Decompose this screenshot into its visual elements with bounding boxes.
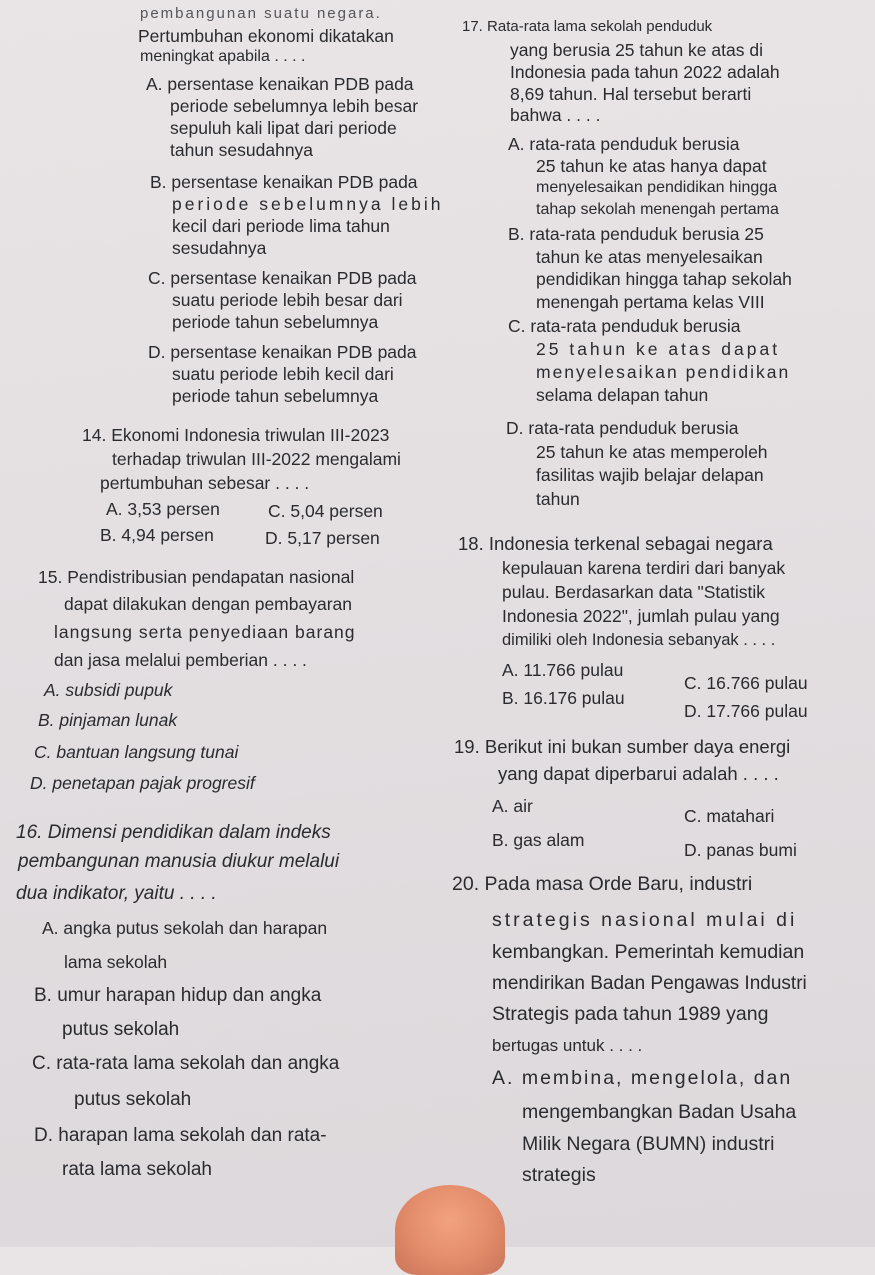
- q13-option-a: A. persentase kenaikan PDB pada: [146, 74, 414, 94]
- q20-option-a: A. membina, mengelola, dan: [492, 1067, 793, 1089]
- q13-option-b-cont: kecil dari periode lima tahun: [172, 216, 390, 236]
- q16-option-c-cont: putus sekolah: [74, 1089, 192, 1110]
- q18-stem: 18. Indonesia terkenal sebagai negara: [458, 533, 773, 554]
- q16-option-b-cont: putus sekolah: [62, 1019, 180, 1040]
- q17-option-b-cont: tahun ke atas menyelesaikan: [536, 247, 763, 267]
- q20-option-a-cont: mengembangkan Badan Usaha: [522, 1101, 797, 1123]
- q20-option-a-cont: strategis: [522, 1164, 596, 1186]
- q14-stem-cont: terhadap triwulan III-2022 mengalami: [112, 449, 401, 469]
- q20-option-a-cont: Milik Negara (BUMN) industri: [522, 1133, 775, 1155]
- finger-photo-occlusion: [395, 1185, 505, 1275]
- q13-stem-line: Pertumbuhan ekonomi dikatakan: [138, 26, 394, 46]
- q16-option-a-cont: lama sekolah: [64, 952, 168, 972]
- q13-option-c-cont: suatu periode lebih besar dari: [172, 290, 403, 310]
- q18-stem-cont: dimiliki oleh Indonesia sebanyak . . . .: [502, 631, 776, 649]
- q17-option-b-cont: menengah pertama kelas VIII: [536, 292, 765, 312]
- q13-option-a-cont: sepuluh kali lipat dari periode: [170, 118, 397, 138]
- q17-option-a-cont: tahap sekolah menengah pertama: [536, 201, 779, 218]
- q15-option-c: C. bantuan langsung tunai: [34, 742, 239, 762]
- q13-option-d-cont: suatu periode lebih kecil dari: [172, 364, 394, 384]
- q15-option-b: B. pinjaman lunak: [38, 710, 178, 730]
- q20-stem-cont: mendirikan Badan Pengawas Industri: [492, 973, 807, 994]
- q19-option-c: C. matahari: [684, 806, 775, 826]
- q18-option-a: A. 11.766 pulau: [502, 660, 624, 680]
- q15-stem: 15. Pendistribusian pendapatan nasional: [38, 567, 355, 587]
- q17-option-c-cont: 25 tahun ke atas dapat: [536, 339, 781, 359]
- q20-stem-cont: strategis nasional mulai di: [492, 909, 798, 931]
- q19-stem: 19. Berikut ini bukan sumber daya energi: [454, 736, 791, 757]
- q17-stem-cont: yang berusia 25 tahun ke atas di: [510, 40, 763, 60]
- q16-option-b: B. umur harapan hidup dan angka: [34, 985, 322, 1006]
- q13-option-a-cont: periode sebelumnya lebih besar: [170, 96, 419, 116]
- q17-stem-cont: 8,69 tahun. Hal tersebut berarti: [510, 84, 752, 104]
- q13-stem-line: meningkat apabila . . . .: [140, 48, 306, 65]
- q14-option-d: D. 5,17 persen: [265, 528, 380, 548]
- q17-option-d-cont: fasilitas wajib belajar delapan: [536, 465, 764, 485]
- q17-option-d-cont: 25 tahun ke atas memperoleh: [536, 442, 768, 462]
- q14-option-b: B. 4,94 persen: [100, 525, 214, 545]
- q18-stem-cont: pulau. Berdasarkan data "Statistik: [502, 582, 766, 602]
- q15-stem-cont: langsung serta penyediaan barang: [54, 622, 356, 642]
- q18-stem-cont: Indonesia 2022", jumlah pulau yang: [502, 606, 780, 626]
- q13-option-d-cont: periode tahun sebelumnya: [172, 386, 379, 406]
- q16-stem-cont: pembangunan manusia diukur melalui: [18, 851, 340, 872]
- q18-option-d: D. 17.766 pulau: [684, 701, 808, 721]
- q19-option-d: D. panas bumi: [684, 840, 797, 860]
- q18-option-c: C. 16.766 pulau: [684, 673, 808, 693]
- q15-option-d: D. penetapan pajak progresif: [30, 773, 255, 793]
- q13-stem-line: pembangunan suatu negara.: [140, 5, 382, 22]
- q17-option-a: A. rata-rata penduduk berusia: [508, 134, 740, 154]
- q17-stem-cont: bahwa . . . .: [510, 105, 601, 125]
- q13-option-b-cont: sesudahnya: [172, 238, 267, 258]
- q16-option-a: A. angka putus sekolah dan harapan: [42, 918, 328, 938]
- q18-option-b: B. 16.176 pulau: [502, 688, 625, 708]
- q15-option-a: A. subsidi pupuk: [44, 680, 173, 700]
- q19-option-b: B. gas alam: [492, 830, 585, 850]
- q20-stem-cont: Strategis pada tahun 1989 yang: [492, 1003, 769, 1025]
- q20-stem-cont: bertugas untuk . . . .: [492, 1036, 643, 1055]
- q17-option-c: C. rata-rata penduduk berusia: [508, 316, 741, 336]
- q16-option-d: D. harapan lama sekolah dan rata-: [34, 1125, 327, 1146]
- q16-stem: 16. Dimensi pendidikan dalam indeks: [16, 822, 331, 843]
- q20-stem: 20. Pada masa Orde Baru, industri: [452, 873, 753, 895]
- q13-option-c: C. persentase kenaikan PDB pada: [148, 268, 417, 288]
- q17-option-c-cont: menyelesaikan pendidikan: [536, 362, 791, 382]
- q13-option-d: D. persentase kenaikan PDB pada: [148, 342, 417, 362]
- q13-option-b-cont: periode sebelumnya lebih: [172, 194, 444, 214]
- q14-option-c: C. 5,04 persen: [268, 501, 383, 521]
- q17-stem: 17. Rata-rata lama sekolah penduduk: [462, 18, 713, 35]
- q16-option-c: C. rata-rata lama sekolah dan angka: [32, 1053, 340, 1074]
- q19-option-a: A. air: [492, 796, 533, 816]
- q17-stem-cont: Indonesia pada tahun 2022 adalah: [510, 62, 780, 82]
- q19-stem-cont: yang dapat diperbarui adalah . . . .: [498, 763, 779, 784]
- q14-stem-cont: pertumbuhan sebesar . . . .: [100, 473, 310, 493]
- q16-option-d-cont: rata lama sekolah: [62, 1159, 212, 1180]
- q13-option-a-cont: tahun sesudahnya: [170, 140, 314, 160]
- q17-option-a-cont: 25 tahun ke atas hanya dapat: [536, 156, 767, 176]
- q14-option-a: A. 3,53 persen: [106, 499, 220, 519]
- q13-option-b: B. persentase kenaikan PDB pada: [150, 172, 418, 192]
- q18-stem-cont: kepulauan karena terdiri dari banyak: [502, 558, 786, 578]
- q15-stem-cont: dan jasa melalui pemberian . . . .: [54, 650, 307, 670]
- q17-option-a-cont: menyelesaikan pendidikan hingga: [536, 179, 778, 196]
- q16-stem-cont: dua indikator, yaitu . . . .: [16, 883, 217, 904]
- q17-option-c-cont: selama delapan tahun: [536, 385, 709, 405]
- q14-stem: 14. Ekonomi Indonesia triwulan III-2023: [82, 425, 390, 445]
- q17-option-b-cont: pendidikan hingga tahap sekolah: [536, 269, 792, 289]
- q15-stem-cont: dapat dilakukan dengan pembayaran: [64, 594, 352, 614]
- q17-option-d-cont: tahun: [536, 489, 580, 509]
- q17-option-b: B. rata-rata penduduk berusia 25: [508, 224, 764, 244]
- q17-option-d: D. rata-rata penduduk berusia: [506, 418, 739, 438]
- q20-stem-cont: kembangkan. Pemerintah kemudian: [492, 941, 805, 963]
- q13-option-c-cont: periode tahun sebelumnya: [172, 312, 379, 332]
